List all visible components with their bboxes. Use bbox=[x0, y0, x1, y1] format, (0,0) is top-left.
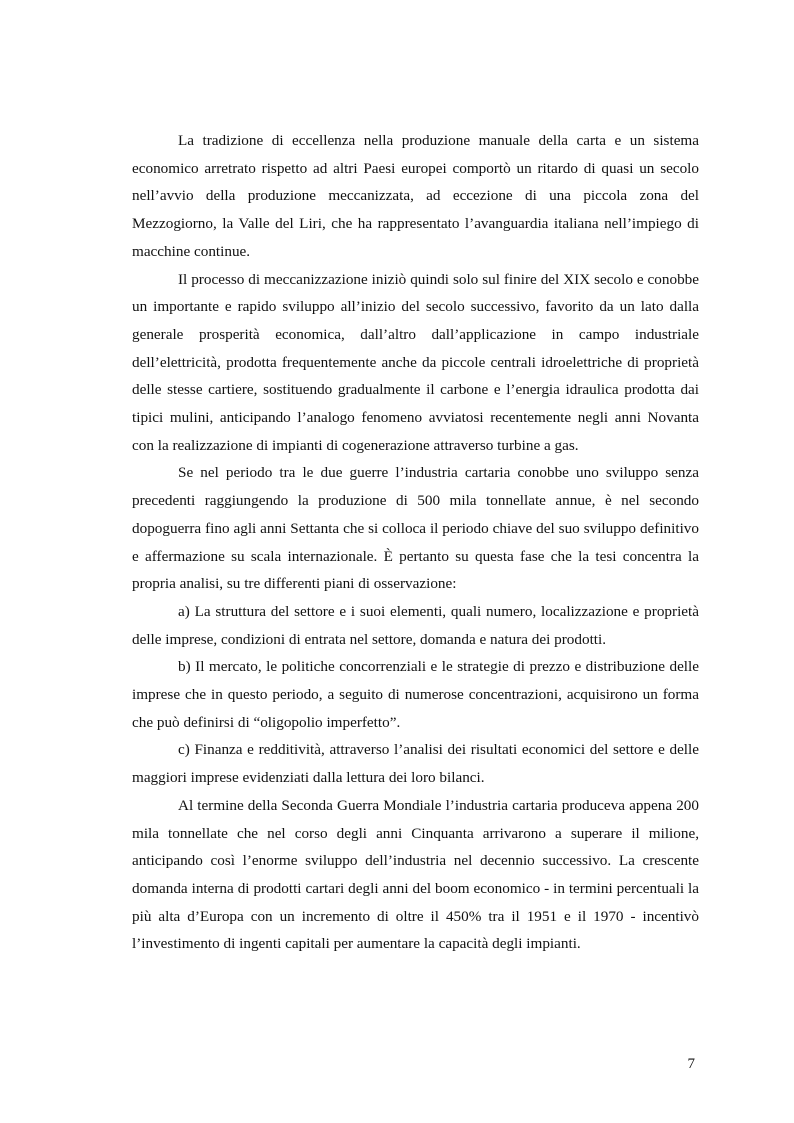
list-item-a: a) La struttura del settore e i suoi elementi, quali numero, localizzazione e proprietà delle imprese, condizioni di entrata nel settore, domanda e natura dei prodotti. bbox=[132, 602, 699, 648]
list-item-b: b) Il mercato, le politiche concorrenziali e le strategie di prezzo e distribuzione delle imprese che in questo periodo, a seguito di numerose concentrazioni, acquisirono un forma che può definirsi di “oligopolio imperfetto”. bbox=[132, 658, 699, 731]
list-item-c: c) Finanza e redditività, attraverso l’analisi dei risultati economici del settore e delle maggiori imprese evidenziati dalla lettura dei loro bilanci. bbox=[132, 741, 699, 787]
paragraph-mechanization: Il processo di meccanizzazione iniziò quindi solo sul finire del XIX secolo e conobbe un importante e rapido sviluppo all’inizio del secolo successivo, favorito da un lato dalla generale prosperità economica, dall’altro dall’applicazione in campo industriale dell’elettricità, prodotta frequentemente anche da piccole centrali idroelettriche di proprietà delle stesse cartiere, sostituendo gradualmente il carbone e l’energia idraulica prodotta dai tipici mulini, anticipando l’analogo fenomeno avviatosi recentemente negli anni Novanta con la realizzazione di impianti di cogenerazione attraverso turbine a gas. bbox=[132, 270, 699, 454]
paragraph-second-world-war: Al termine della Seconda Guerra Mondiale l’industria cartaria produceva appena 200 mila tonnellate che nel corso degli anni Cinquanta arrivarono a superare il milione, anticipando così l’enorme sviluppo dell’industria nel decennio successivo. La crescente domanda interna di prodotti cartari degli anni del boom economico - in termini percentuali la più alta d’Europa con un incremento di oltre il 450% tra il 1951 e il 1970 - incentivò l’investimento di ingenti capitali per aumentare la capacità degli impianti. bbox=[132, 796, 699, 953]
paragraph-intro: La tradizione di eccellenza nella produzione manuale della carta e un sistema economico arretrato rispetto ad altri Paesi europei comportò un ritardo di quasi un secolo nell’avvio della produzione meccanizzata, ad eccezione di una piccola zona del Mezzogiorno, la Valle del Liri, che ha rappresentato l’avanguardia italiana nell’impiego di macchine continue. bbox=[132, 132, 699, 260]
page-number: 7 bbox=[687, 1056, 695, 1072]
paragraph-postwar-development: Se nel periodo tra le due guerre l’industria cartaria conobbe uno sviluppo senza precedenti raggiungendo la produzione di 500 mila tonnellate annue, è nel secondo dopoguerra fino agli anni Settanta che si colloca il periodo chiave del suo sviluppo definitivo e affermazione su scala internazionale. È pertanto su questa fase che la tesi concentra la propria analisi, su tre differenti piani di osservazione: bbox=[132, 464, 699, 593]
page-body bbox=[132, 127, 699, 958]
